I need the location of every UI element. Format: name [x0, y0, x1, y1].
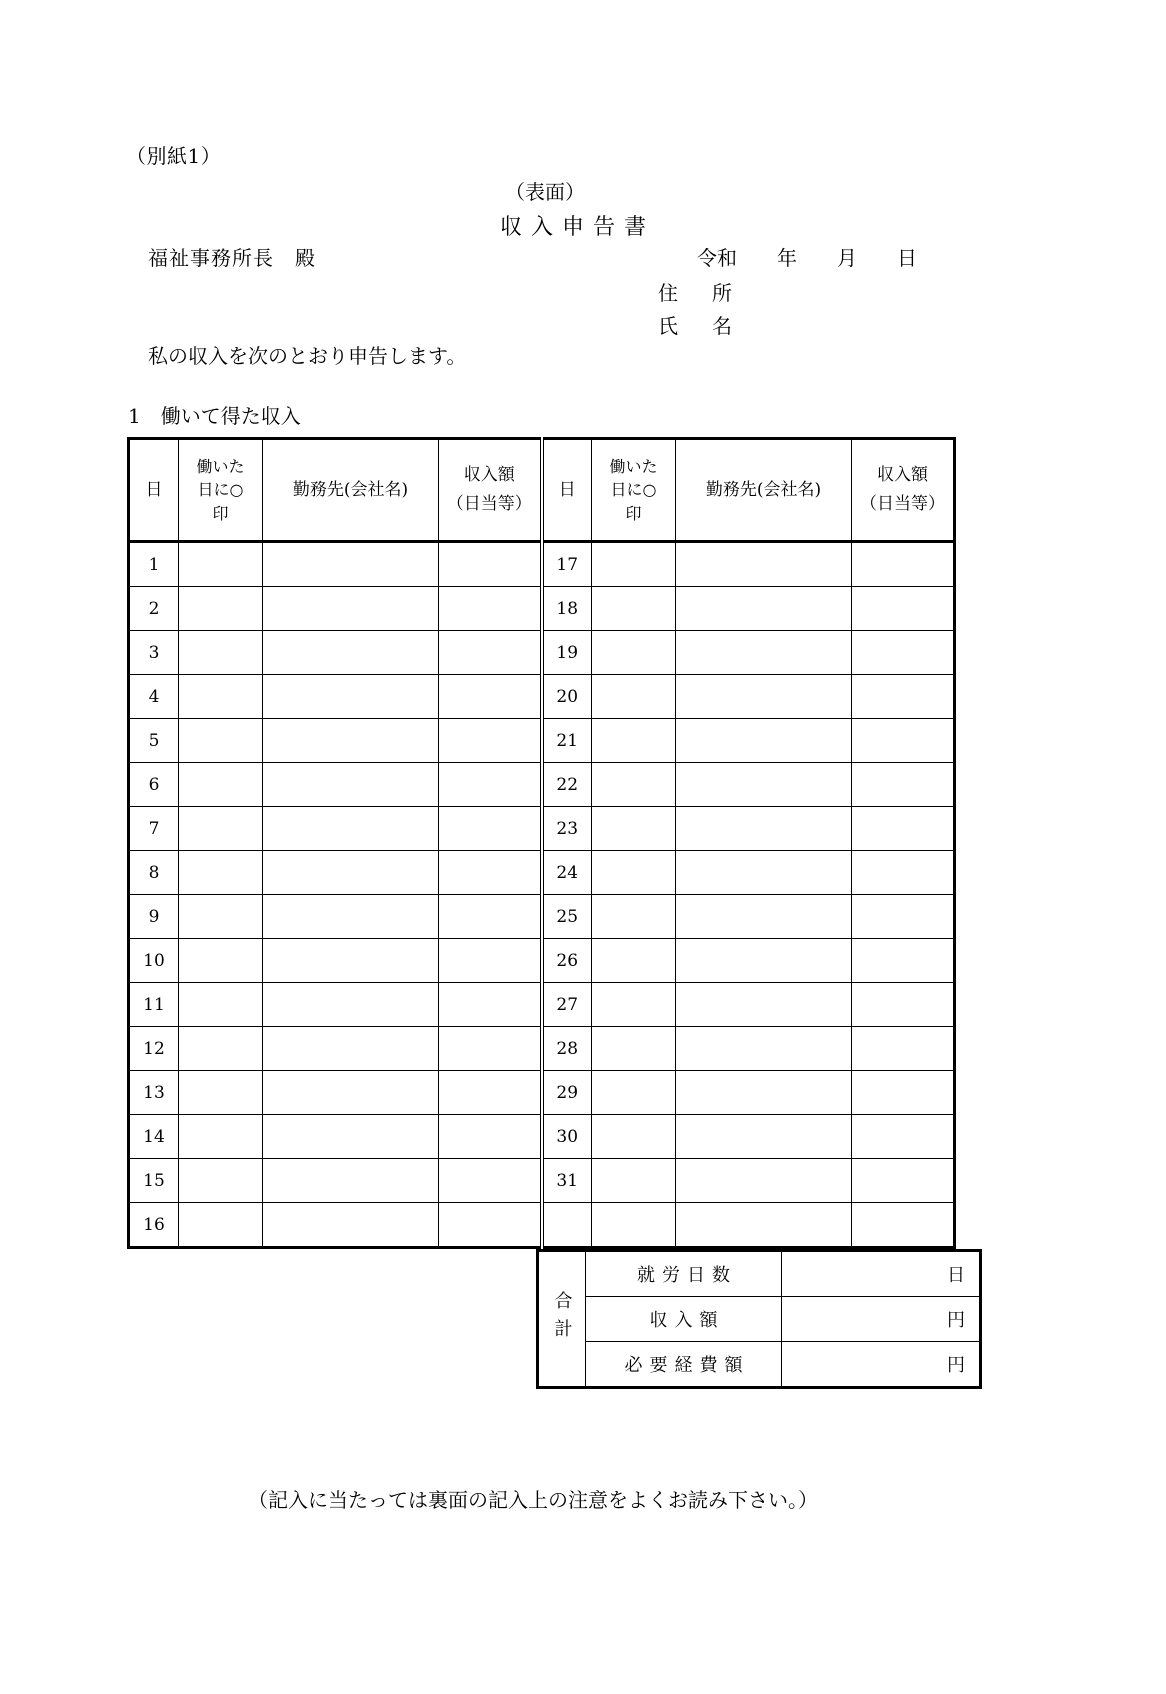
col-header-workplace-right: 勤務先(会社名)	[676, 439, 852, 542]
totals-label: 必要経費額	[586, 1342, 782, 1388]
totals-value[interactable]: 円	[782, 1297, 981, 1342]
amount-cell-left[interactable]	[439, 1203, 542, 1248]
amount-cell-left[interactable]	[439, 631, 542, 675]
amount-cell-right[interactable]	[852, 631, 955, 675]
table-row	[129, 542, 955, 587]
mark-cell-left[interactable]	[179, 851, 263, 895]
table-row	[129, 1203, 955, 1248]
col-header-mark-left-l3: 印	[212, 503, 229, 523]
col-header-amount-left-l1: 収入額	[463, 465, 515, 486]
amount-cell-left[interactable]	[439, 895, 542, 939]
workplace-cell-left[interactable]	[263, 983, 439, 1027]
amount-cell-left[interactable]	[439, 983, 542, 1027]
day-cell-left: 12	[129, 1027, 179, 1071]
amount-cell-right[interactable]	[852, 763, 955, 807]
amount-cell-right[interactable]	[852, 719, 955, 763]
day-cell-right: 21	[542, 719, 592, 763]
mark-cell-left[interactable]	[179, 1203, 263, 1248]
workplace-cell-right[interactable]	[676, 542, 852, 587]
workplace-cell-left[interactable]	[263, 719, 439, 763]
workplace-cell-left[interactable]	[263, 1027, 439, 1071]
day-cell-right: 23	[542, 807, 592, 851]
mark-cell-left[interactable]	[179, 631, 263, 675]
mark-cell-left[interactable]	[179, 587, 263, 631]
workplace-cell-left[interactable]	[263, 1159, 439, 1203]
mark-cell-right[interactable]	[592, 763, 676, 807]
amount-cell-right[interactable]	[852, 939, 955, 983]
amount-cell-left[interactable]	[439, 675, 542, 719]
totals-row	[538, 1342, 981, 1388]
mark-cell-right[interactable]	[592, 719, 676, 763]
day-cell-right: 26	[542, 939, 592, 983]
day-cell-left: 13	[129, 1071, 179, 1115]
amount-cell-right[interactable]	[852, 983, 955, 1027]
side-label: （表面）	[505, 180, 585, 204]
workplace-cell-right[interactable]	[676, 895, 852, 939]
amount-cell-left[interactable]	[439, 763, 542, 807]
mark-cell-left[interactable]	[179, 1071, 263, 1115]
col-header-mark-right	[592, 439, 676, 542]
workplace-cell-left[interactable]	[263, 939, 439, 983]
col-header-mark-left-l2: 日に○	[197, 480, 244, 500]
day-cell-left: 3	[129, 631, 179, 675]
totals-label: 収入額	[586, 1297, 782, 1342]
annex-label: （別紙1）	[126, 144, 222, 168]
col-header-day-left: 日	[129, 439, 179, 542]
amount-cell-left[interactable]	[439, 542, 542, 587]
amount-cell-left[interactable]	[439, 1159, 542, 1203]
amount-cell-right[interactable]	[852, 675, 955, 719]
amount-cell-right[interactable]	[852, 807, 955, 851]
amount-cell-right[interactable]	[852, 1071, 955, 1115]
col-header-mark-left-l1: 働いた	[196, 457, 245, 477]
amount-cell-left[interactable]	[439, 1027, 542, 1071]
mark-cell-right[interactable]	[592, 895, 676, 939]
day-cell-right: 18	[542, 587, 592, 631]
day-cell-right: 29	[542, 1071, 592, 1115]
day-cell-left: 4	[129, 675, 179, 719]
amount-cell-left[interactable]	[439, 719, 542, 763]
workplace-cell-right[interactable]	[676, 587, 852, 631]
table-row	[129, 631, 955, 675]
amount-cell-right[interactable]	[852, 1203, 955, 1248]
table-row	[129, 1159, 955, 1203]
table-row	[129, 1071, 955, 1115]
col-header-mark-left	[179, 439, 263, 542]
amount-cell-right[interactable]	[852, 1115, 955, 1159]
workplace-cell-left[interactable]	[263, 675, 439, 719]
day-cell-right: 28	[542, 1027, 592, 1071]
day-cell-left: 9	[129, 895, 179, 939]
income-table-body	[129, 542, 955, 1248]
day-cell-left: 16	[129, 1203, 179, 1248]
totals-row	[538, 1251, 981, 1297]
col-header-amount-right	[852, 439, 955, 542]
table-row	[129, 983, 955, 1027]
table-row	[129, 675, 955, 719]
workplace-cell-left[interactable]	[263, 542, 439, 587]
table-row	[129, 587, 955, 631]
table-row	[129, 719, 955, 763]
day-cell-right: 25	[542, 895, 592, 939]
amount-cell-right[interactable]	[852, 542, 955, 587]
date-line: 令和 年 月 日	[697, 246, 917, 270]
totals-label: 就労日数	[586, 1251, 782, 1297]
name-label: 氏 名	[658, 314, 739, 338]
section-title: 1 働いて得た収入	[128, 404, 301, 428]
mark-cell-right[interactable]	[592, 939, 676, 983]
day-cell-left: 7	[129, 807, 179, 851]
day-cell-right: 22	[542, 763, 592, 807]
col-header-workplace-left: 勤務先(会社名)	[263, 439, 439, 542]
mark-cell-right[interactable]	[592, 542, 676, 587]
mark-cell-right[interactable]	[592, 587, 676, 631]
amount-cell-right[interactable]	[852, 1159, 955, 1203]
amount-cell-left[interactable]	[439, 939, 542, 983]
day-cell-left: 1	[129, 542, 179, 587]
footnote: （記入に当たっては裏面の記入上の注意をよくお読み下さい。）	[248, 1488, 818, 1512]
day-cell-right: 30	[542, 1115, 592, 1159]
col-header-mark-right-l3: 印	[625, 503, 642, 523]
workplace-cell-left[interactable]	[263, 763, 439, 807]
mark-cell-left[interactable]	[179, 1115, 263, 1159]
amount-cell-right[interactable]	[852, 851, 955, 895]
page-title: 収入申告書	[500, 215, 656, 240]
table-row	[129, 807, 955, 851]
col-header-mark-right-l2: 日に○	[610, 480, 657, 500]
day-cell-left: 15	[129, 1159, 179, 1203]
workplace-cell-right[interactable]	[676, 631, 852, 675]
workplace-cell-right[interactable]	[676, 763, 852, 807]
mark-cell-right[interactable]	[592, 675, 676, 719]
day-cell-right: 24	[542, 851, 592, 895]
totals-group-label-text: 合計	[551, 1291, 573, 1347]
mark-cell-left[interactable]	[179, 763, 263, 807]
address-label: 住 所	[658, 281, 739, 305]
workplace-cell-right[interactable]	[676, 939, 852, 983]
mark-cell-right[interactable]	[592, 807, 676, 851]
mark-cell-left[interactable]	[179, 983, 263, 1027]
amount-cell-right[interactable]	[852, 587, 955, 631]
mark-cell-left[interactable]	[179, 1159, 263, 1203]
amount-cell-right[interactable]	[852, 1027, 955, 1071]
mark-cell-left[interactable]	[179, 939, 263, 983]
day-cell-right: 20	[542, 675, 592, 719]
workplace-cell-right[interactable]	[676, 675, 852, 719]
day-cell-left: 14	[129, 1115, 179, 1159]
workplace-cell-right[interactable]	[676, 1203, 852, 1248]
mark-cell-left[interactable]	[179, 1027, 263, 1071]
totals-table	[536, 1249, 982, 1389]
addressee-label: 福祉事務所長 殿	[148, 246, 316, 270]
col-header-mark-right-l1: 働いた	[609, 457, 658, 477]
workplace-cell-left[interactable]	[263, 807, 439, 851]
amount-cell-right[interactable]	[852, 895, 955, 939]
table-row	[129, 763, 955, 807]
day-cell-left: 10	[129, 939, 179, 983]
workplace-cell-right[interactable]	[676, 807, 852, 851]
table-row	[129, 851, 955, 895]
col-header-amount-right-l2: （日当等）	[860, 494, 945, 514]
totals-body	[538, 1251, 981, 1388]
totals-value[interactable]: 日	[782, 1251, 981, 1297]
mark-cell-right[interactable]	[592, 1071, 676, 1115]
workplace-cell-right[interactable]	[676, 983, 852, 1027]
day-cell-left: 8	[129, 851, 179, 895]
totals-row	[538, 1297, 981, 1342]
amount-cell-left[interactable]	[439, 851, 542, 895]
day-cell-right: 19	[542, 631, 592, 675]
workplace-cell-left[interactable]	[263, 1071, 439, 1115]
totals-value[interactable]: 円	[782, 1342, 981, 1388]
mark-cell-right[interactable]	[592, 983, 676, 1027]
mark-cell-right[interactable]	[592, 631, 676, 675]
table-row	[129, 895, 955, 939]
mark-cell-left[interactable]	[179, 542, 263, 587]
day-cell-right	[542, 1203, 592, 1248]
workplace-cell-left[interactable]	[263, 1115, 439, 1159]
workplace-cell-right[interactable]	[676, 1115, 852, 1159]
table-row	[129, 1115, 955, 1159]
mark-cell-right[interactable]	[592, 851, 676, 895]
workplace-cell-right[interactable]	[676, 851, 852, 895]
mark-cell-left[interactable]	[179, 719, 263, 763]
col-header-amount-right-l1: 収入額	[877, 465, 928, 486]
workplace-cell-left[interactable]	[263, 587, 439, 631]
table-row	[129, 939, 955, 983]
amount-cell-left[interactable]	[439, 807, 542, 851]
day-cell-right: 17	[542, 542, 592, 587]
workplace-cell-left[interactable]	[263, 851, 439, 895]
workplace-cell-right[interactable]	[676, 719, 852, 763]
mark-cell-right[interactable]	[592, 1203, 676, 1248]
col-header-amount-left-l2: （日当等）	[446, 494, 532, 514]
day-cell-left: 11	[129, 983, 179, 1027]
mark-cell-right[interactable]	[592, 1159, 676, 1203]
mark-cell-left[interactable]	[179, 807, 263, 851]
day-cell-left: 6	[129, 763, 179, 807]
workplace-cell-right[interactable]	[676, 1071, 852, 1115]
day-cell-right: 27	[542, 983, 592, 1027]
workplace-cell-left[interactable]	[263, 895, 439, 939]
day-cell-right: 31	[542, 1159, 592, 1203]
declaration-text: 私の収入を次のとおり申告します。	[148, 344, 467, 368]
mark-cell-right[interactable]	[592, 1115, 676, 1159]
table-row	[129, 1027, 955, 1071]
totals-group-label	[538, 1251, 586, 1388]
workplace-cell-right[interactable]	[676, 1027, 852, 1071]
mark-cell-right[interactable]	[592, 1027, 676, 1071]
day-cell-left: 2	[129, 587, 179, 631]
col-header-amount-left	[439, 439, 542, 542]
mark-cell-left[interactable]	[179, 895, 263, 939]
workplace-cell-left[interactable]	[263, 1203, 439, 1248]
workplace-cell-right[interactable]	[676, 1159, 852, 1203]
mark-cell-left[interactable]	[179, 675, 263, 719]
day-cell-left: 5	[129, 719, 179, 763]
amount-cell-left[interactable]	[439, 1071, 542, 1115]
amount-cell-left[interactable]	[439, 1115, 542, 1159]
table-header-row	[129, 439, 955, 542]
col-header-day-right: 日	[542, 439, 592, 542]
amount-cell-left[interactable]	[439, 587, 542, 631]
workplace-cell-left[interactable]	[263, 631, 439, 675]
income-table	[127, 437, 956, 1249]
